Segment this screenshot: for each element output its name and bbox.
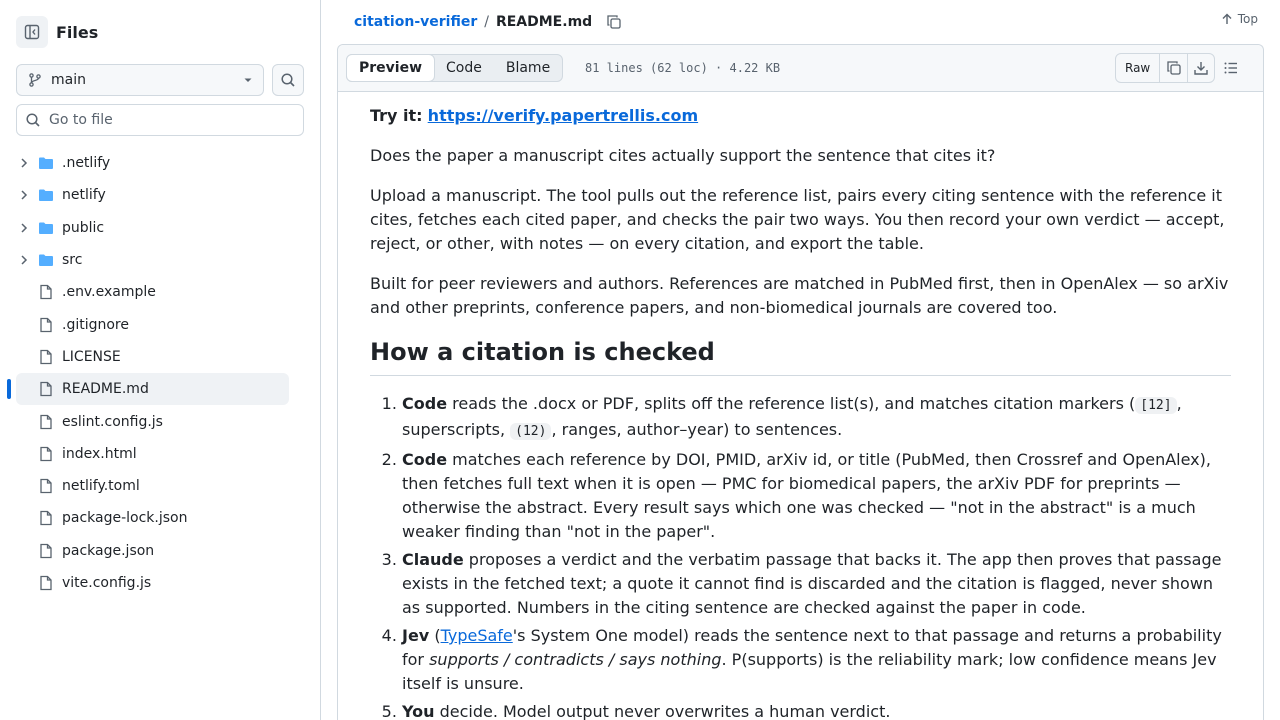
step-actor: Code — [402, 450, 448, 469]
tree-item-label: package-lock.json — [62, 510, 188, 527]
breadcrumb-separator: / — [484, 14, 489, 30]
back-to-top-link[interactable] — [1221, 12, 1258, 26]
tree-item-file[interactable] — [16, 567, 289, 599]
sidebar-collapse-icon — [24, 24, 40, 40]
file-stats: 81 lines (62 loc) · 4.22 KB — [585, 61, 781, 75]
outline-button[interactable] — [1221, 58, 1241, 78]
tree-item-label: netlify.toml — [62, 478, 140, 495]
step-actor: You — [402, 702, 435, 720]
step-text: , ranges, author–year) to sentences. — [551, 420, 843, 439]
tree-item-file[interactable] — [16, 470, 289, 502]
tree-item-file[interactable] — [16, 405, 289, 437]
step-actor: Jev — [402, 626, 430, 645]
readme-paragraph: Built for peer reviewers and authors. References are matched in PubMed first, then in OpenAlex — so arXiv and other preprints, conference papers, and non-biomedical journals are covered too. — [370, 274, 1229, 317]
step-text: . P(supports) is the reliability mark; low confidence means Jev itself is unsure. — [402, 650, 1217, 693]
tree-item-file[interactable] — [16, 308, 289, 340]
try-it-line — [370, 104, 1231, 128]
tree-item-file-active[interactable] — [16, 373, 289, 405]
file-icon — [38, 446, 54, 462]
step-item — [402, 392, 1231, 444]
copy-icon — [606, 14, 622, 30]
breadcrumb-file-name: README.md — [495, 14, 593, 30]
folder-icon — [38, 220, 54, 236]
file-icon — [38, 381, 54, 397]
file-icon — [38, 543, 54, 559]
branch-selector[interactable] — [16, 64, 264, 96]
try-it-label: Try it: — [370, 106, 423, 125]
tree-item-file[interactable] — [16, 276, 289, 308]
step-item — [402, 448, 1231, 544]
step-text: ( — [429, 626, 441, 645]
tree-item-label: eslint.config.js — [62, 413, 163, 430]
step-text: 's System One model) reads the sentence next to that passage and returns a probability for — [402, 626, 1222, 669]
folder-icon — [38, 155, 54, 171]
arrow-up-icon — [1221, 13, 1233, 25]
file-actions — [1115, 53, 1215, 83]
file-icon — [38, 478, 54, 494]
copy-icon — [1166, 60, 1182, 76]
file-tree-sidebar — [0, 0, 321, 720]
readme-paragraph: Does the paper a manuscript cites actually support the sentence that cites it? — [370, 146, 996, 165]
file-icon — [38, 575, 54, 591]
step-emphasis: supports / contradicts / says nothing — [429, 650, 722, 669]
tree-item-folder[interactable] — [16, 244, 289, 276]
file-icon — [38, 414, 54, 430]
file-icon — [38, 510, 54, 526]
tree-item-file[interactable] — [16, 438, 289, 470]
step-item — [402, 700, 1231, 720]
file-icon — [38, 317, 54, 333]
download-icon — [1193, 60, 1209, 76]
inline-code: (12) — [510, 423, 551, 440]
step-text: proposes a verdict and the verbatim passage that backs it. The app then proves that passage exists in the fetched text; a quote it cannot find is discarded and the citation is flagged, never shown as supported. Numbers in the citing sentence are checked against the paper in code. — [402, 550, 1222, 617]
breadcrumb — [354, 8, 624, 36]
branch-name: main — [51, 72, 86, 88]
inline-code: [12] — [1135, 397, 1176, 414]
tree-item-file[interactable] — [16, 535, 289, 567]
readme-paragraph: Upload a manuscript. The tool pulls out the reference list, pairs every citing sentence with the reference it cites, fetches each cited paper, and checks the pair two ways. You then record your own verdict — accept, reject, or other, with notes — on every citation, and export the table. — [370, 186, 1225, 253]
steps-list — [370, 392, 1231, 720]
step-text: , superscripts, — [402, 394, 1182, 439]
chevron-right-icon[interactable] — [16, 155, 32, 171]
tab-blame[interactable]: Blame — [505, 60, 551, 76]
go-to-file-input[interactable] — [49, 112, 289, 128]
file-toolbar — [338, 45, 1263, 92]
folder-icon — [38, 252, 54, 268]
sidebar-header — [16, 16, 98, 48]
search-icon — [25, 112, 41, 128]
step-actor: Claude — [402, 550, 464, 569]
tree-item-file[interactable] — [16, 502, 289, 534]
tree-item-label: netlify — [62, 187, 106, 204]
breadcrumb-repo-link[interactable]: citation-verifier — [354, 14, 478, 30]
list-unordered-icon — [1223, 60, 1239, 76]
search-files-button[interactable] — [272, 64, 304, 96]
tree-item-label: package.json — [62, 542, 155, 559]
tree-item-label: .netlify — [62, 155, 111, 172]
tree-item-file[interactable] — [16, 341, 289, 373]
copy-path-button[interactable] — [604, 12, 624, 32]
step-text: reads the .docx or PDF, splits off the reference list(s), and matches citation markers ( — [447, 394, 1136, 413]
tree-item-label: .gitignore — [62, 316, 129, 333]
caret-down-icon — [243, 75, 253, 85]
step-text: matches each reference by DOI, PMID, arXiv id, or title (PubMed, then Crossref and OpenAlex), then fetches full text when it is open — PMC for biomedical papers, the arXiv PDF for preprints — otherwise the abstract. Every result says which one was checked — "not in the abstract" is a much weaker finding than "not in the paper". — [402, 450, 1211, 541]
top-label: Top — [1237, 12, 1258, 26]
chevron-right-icon[interactable] — [16, 187, 32, 203]
file-tree — [16, 147, 304, 599]
tab-code[interactable]: Code — [446, 60, 482, 76]
tree-item-label: public — [62, 219, 105, 236]
download-button[interactable] — [1187, 54, 1214, 82]
copy-raw-button[interactable] — [1160, 54, 1187, 82]
tree-item-folder[interactable] — [16, 179, 289, 211]
tree-item-label: README.md — [62, 381, 149, 398]
sidebar-title: Files — [56, 22, 99, 42]
git-branch-icon — [27, 72, 43, 88]
file-icon — [38, 349, 54, 365]
tree-item-label: .env.example — [62, 284, 156, 301]
folder-icon — [38, 187, 54, 203]
typesafe-link[interactable]: TypeSafe — [440, 626, 513, 645]
step-item — [402, 548, 1231, 620]
tree-item-label: LICENSE — [62, 348, 121, 365]
sidebar-collapse-button[interactable] — [16, 16, 48, 48]
section-heading: How a citation is checked — [370, 336, 1231, 376]
chevron-right-icon[interactable] — [16, 252, 32, 268]
view-mode-tabs — [346, 54, 563, 82]
file-icon — [38, 284, 54, 300]
tree-item-label: index.html — [62, 445, 137, 462]
tree-item-folder[interactable] — [16, 212, 289, 244]
try-it-link[interactable]: https://verify.papertrellis.com — [427, 106, 699, 125]
step-item — [402, 624, 1231, 696]
step-actor: Code — [402, 394, 448, 413]
tree-item-label: vite.config.js — [62, 575, 152, 591]
step-text: decide. Model output never overwrites a human verdict. — [434, 702, 891, 720]
readme-content — [370, 104, 1231, 720]
raw-button[interactable]: Raw — [1116, 54, 1160, 82]
tree-item-folder[interactable] — [16, 147, 289, 179]
chevron-right-icon[interactable] — [16, 220, 32, 236]
tab-preview[interactable]: Preview — [346, 54, 435, 82]
search-icon — [280, 72, 296, 88]
go-to-file-box[interactable] — [16, 104, 304, 136]
tree-item-label: src — [62, 252, 83, 269]
